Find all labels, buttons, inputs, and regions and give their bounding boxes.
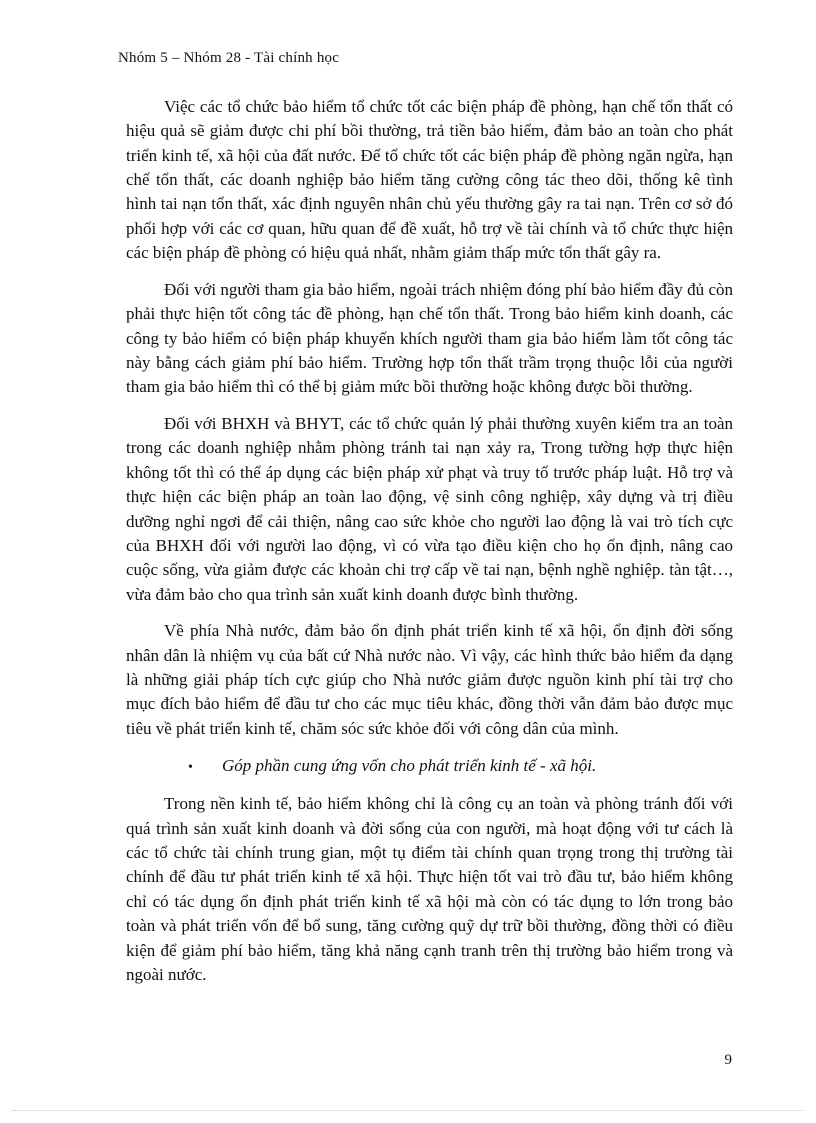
- page-number: 9: [724, 1052, 732, 1068]
- paragraph-insured-participants: Đối với người tham gia bảo hiểm, ngoài trách nhiệm đóng phí bảo hiểm đầy đủ còn phải thực hiện tốt công tác đề phòng, hạn chế tổn thất. Trong bảo hiểm kinh doanh, các công ty bảo hiểm có biện pháp khuyến khích người tham gia bảo hiểm làm tốt công tác này bằng cách giảm phí bảo hiểm. Trường hợp tổn thất trầm trọng thuộc lỗi của người tham gia bảo hiểm thì có thể bị giảm mức bồi thường hoặc không được bồi thường.: [126, 279, 733, 397]
- paragraph-loss-prevention: Việc các tổ chức bảo hiểm tổ chức tốt các biện pháp đề phòng, hạn chế tổn thất có hiệu quả sẽ giảm được chi phí bồi thường, trả tiền bảo hiểm, đảm bảo an toàn cho phát triển kinh tế, xã hội của đất nước. Để tổ chức tốt các biện pháp đề phòng ngăn ngừa, hạn chế tổn thất, các doanh nghiệp bảo hiểm tăng cường công tác theo dõi, thống kê tình hình tai nạn tổn thất, xác định nguyên nhân chủ yếu thường gây ra tai nạn. Trên cơ sở đó phối hợp với các cơ quan, hữu quan để đề xuất, hỗ trợ về tài chính và tổ chức thực hiện các biện pháp đề phòng có hiệu quả nhất, nhằm giảm thấp mức tổn thất gây ra.: [126, 97, 733, 263]
- bullet-item-capital-supply: [126, 754, 733, 780]
- document-body: [126, 95, 733, 1000]
- paragraph-social-insurance: Đối với BHXH và BHYT, các tổ chức quản lý phải thường xuyên kiểm tra an toàn trong các doanh nghiệp nhằm phòng tránh tai nạn xảy ra, Trong tường hợp thực hiện không tốt thì có thể áp dụng các biện pháp xử phạt và truy tố trước pháp luật. Hỗ trợ và thực hiện các biện pháp an toàn lao động, vệ sinh công nghiệp, xây dựng và trị điều dưỡng nghỉ ngơi để cải thiện, nâng cao sức khỏe cho người lao động là vai trò tích cực của BHXH đối với người lao động, vì có vừa tạo điều kiện cho họ ổn định, nâng cao cuộc sống, vừa giảm được các khoản chi trợ cấp về tai nạn, bệnh nghề nghiệp. tàn tật…, vừa đảm bảo cho qua trình sản xuất kinh doanh được bình thường.: [126, 414, 733, 604]
- paragraph-investment-role: Trong nền kinh tế, bảo hiểm không chỉ là công cụ an toàn và phòng tránh đối với quá trình sản xuất kinh doanh và đời sống của con người, mà hoạt động với tư cách là các tổ chức tài chính trung gian, một tụ điểm tài chính quan trọng trong thị trường tài chính để đầu tư phát triển kinh tế xã hội. Thực hiện tốt vai trò đầu tư, bảo hiểm không chỉ có tác dụng ổn định phát triển kinh tế xã hội mà còn có tác dụng to lớn trong bảo toàn và phát triển vốn để bổ sung, tăng cường quỹ dự trữ bồi thường, đồng thời có điều kiện để giảm phí bảo hiểm, tăng khả năng cạnh tranh trên thị trường bảo hiểm trong và ngoài nước.: [126, 794, 733, 984]
- page-header: Nhóm 5 – Nhóm 28 - Tài chính học: [118, 50, 340, 66]
- paragraph-state-role: Về phía Nhà nước, đảm bảo ổn định phát triển kinh tế xã hội, ổn định đời sống nhân dân là nhiệm vụ của bất cứ Nhà nước nào. Vì vậy, các hình thức bảo hiểm đa dạng là những giải pháp tích cực giúp cho Nhà nước giảm được nguồn kinh phí tài trợ cho mục đích bảo hiểm để đầu tư cho các mục tiêu khác, đồng thời vẫn đảm bảo được mục tiêu về phát triển kinh tế, chăm sóc sức khỏe đối với công dân của mình.: [126, 621, 733, 738]
- bullet-icon: •: [188, 759, 193, 775]
- bullet-heading: Góp phần cung ứng vốn cho phát triển kinh tế - xã hội.: [222, 755, 597, 775]
- page-bottom-divider: [12, 1110, 804, 1111]
